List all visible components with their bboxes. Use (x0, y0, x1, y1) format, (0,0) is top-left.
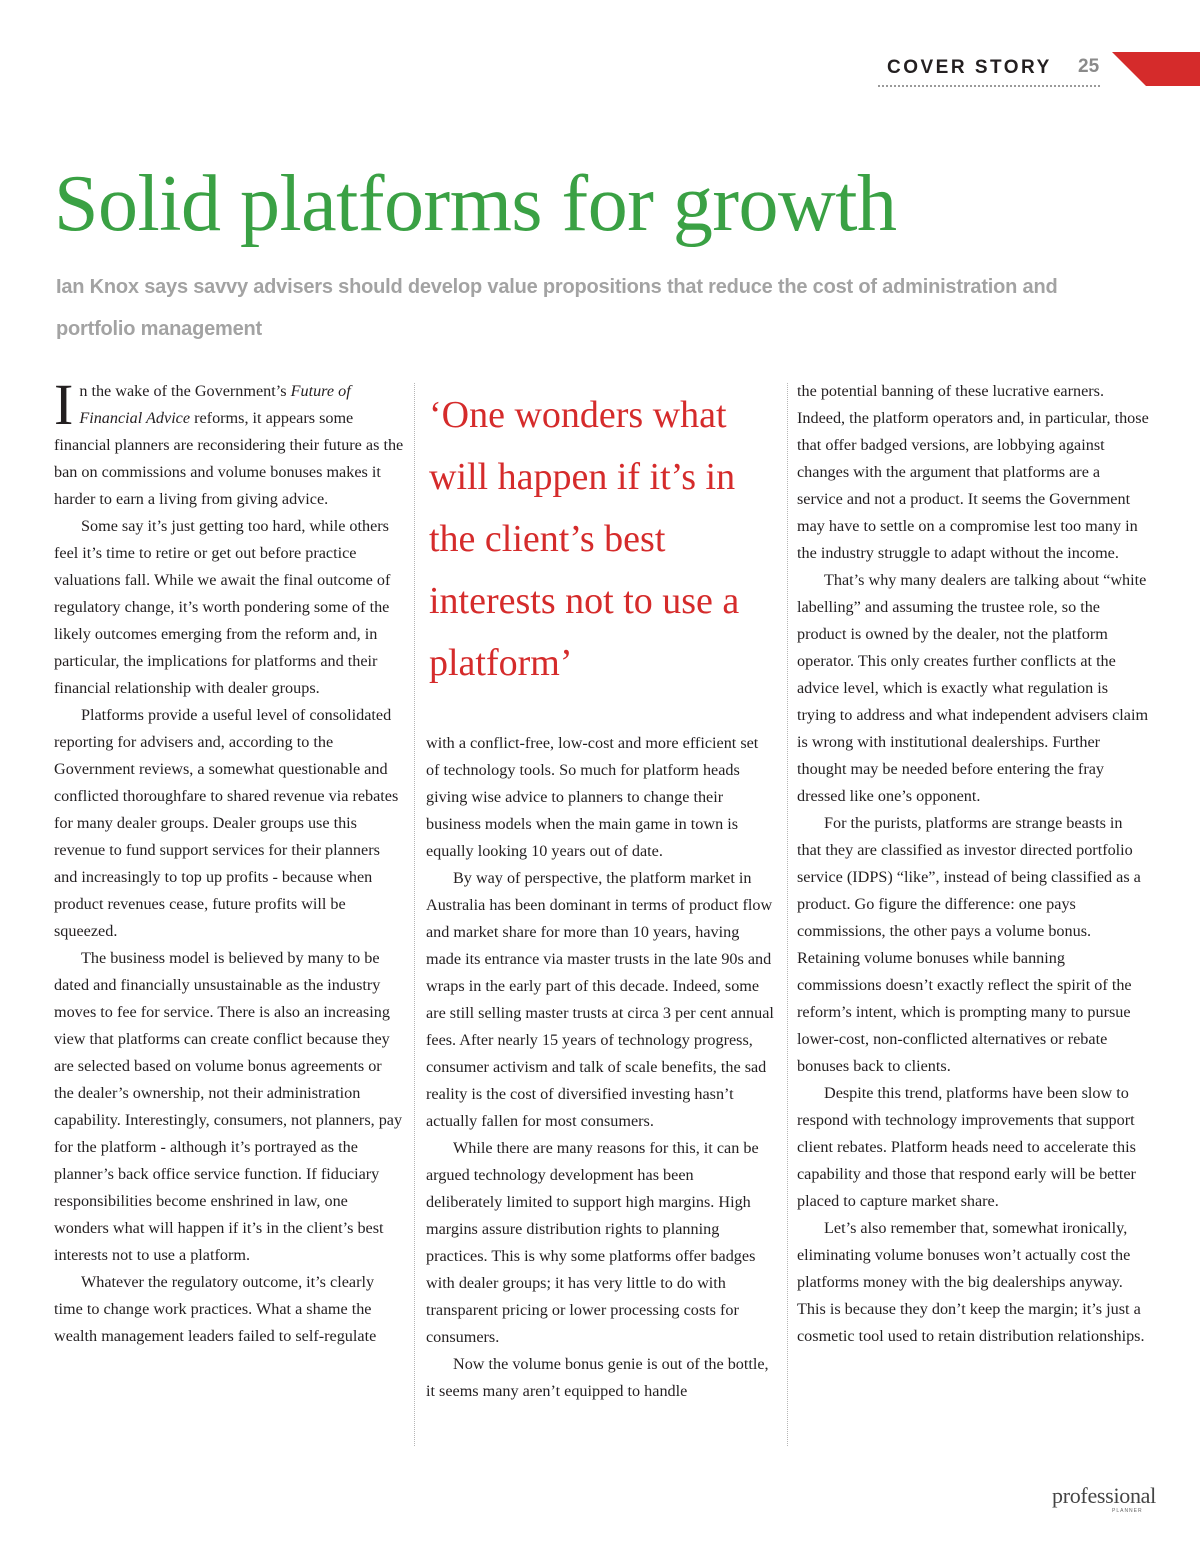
publication-title: Future of Financial Advice (79, 382, 351, 427)
paragraph: the potential banning of these lucrative earners. Indeed, the platform operators and, in particular, those that offer badged versions, are lobbying against changes with the argument that platforms are a service and not a product. It seems the Government may have to settle on a compromise lest too many in the industry struggle to adapt without the income. (797, 382, 1149, 562)
article-column-2 (426, 730, 774, 1405)
header-dotted-rule (878, 85, 1100, 87)
magazine-logo-subtext: PLANNER (1112, 1508, 1143, 1514)
paragraph: Whatever the regulatory outcome, it’s clearly time to change work practices. What a shame the wealth management leaders failed to self-regulate (54, 1273, 377, 1345)
magazine-logo: professional (1052, 1483, 1156, 1508)
drop-cap: I (54, 372, 74, 437)
article-standfirst: Ian Knox says savvy advisers should develop value propositions that reduce the cost of administration and portfolio management (56, 276, 1058, 340)
page-number: 25 (1078, 56, 1100, 77)
paragraph (54, 372, 404, 513)
column-divider-1 (414, 383, 415, 1446)
article-column-3 (797, 378, 1149, 1350)
column-divider-2 (787, 383, 788, 1446)
paragraph: The business model is believed by many to be dated and financially unsustainable as the industry moves to fee for service. There is also an increasing view that platforms can create conflict because they are selected based on volume bonus agreements or the dealer’s ownership, not their administration capability. Interestingly, consumers, not planners, pay for the platform - although it’s portrayed as the planner’s back office service function. If fiduciary responsibilities become enshrined in law, one wonders what will happen if it’s in the client’s best interests not to use a platform. (54, 949, 403, 1264)
paragraph: While there are many reasons for this, it can be argued technology development has been deliberately limited to support high margins. High margins assure distribution rights to planning practices. This is why some platforms offer badges with dealer groups; it has very little to do with transparent pricing or lower processing costs for consumers. (426, 1139, 759, 1346)
paragraph: Platforms provide a useful level of consolidated reporting for advisers and, according to the Government reviews, a somewhat questionable and conflicted thoroughfare to shared revenue via rebates for many dealer groups. Dealer groups use this revenue to fund support services for their planners and increasingly to top up profits - because when product revenues cease, future profits will be squeezed. (54, 706, 399, 940)
paragraph: Now the volume bonus genie is out of the bottle, it seems many aren’t equipped to handle (426, 1355, 769, 1400)
paragraph: That’s why many dealers are talking about “white labelling” and assuming the trustee role, so the product is owned by the dealer, not the platform operator. This only creates further conflicts at the advice level, which is exactly what regulation is trying to address and what independent advisers claim is wrong with institutional dealerships. Further thought may be needed before entering the fray dressed like one’s opponent. (797, 571, 1149, 805)
paragraph: Some say it’s just getting too hard, while others feel it’s time to retire or get out before practice valuations fall. While we await the final outcome of regulatory change, it’s worth pondering some of the likely outcomes emerging from the reform and, in particular, the implications for platforms and their financial relationship with dealer groups. (54, 517, 391, 697)
paragraph-text: reforms, it appears some financial planners are reconsidering their future as the ban on commissions and volume bonuses makes it harder to earn a living from giving advice. (54, 409, 404, 508)
section-label: COVER STORY (887, 57, 1052, 78)
paragraph-text: n the wake of the Government’s (79, 382, 291, 400)
article-column-1 (54, 372, 404, 1350)
paragraph: with a conflict-free, low-cost and more efficient set of technology tools. So much for platform heads giving wise advice to planners to change their business models when the main game in town is equally looking 10 years out of date. (426, 734, 759, 860)
paragraph: Let’s also remember that, somewhat ironically, eliminating volume bonuses won’t actually cost the platforms money with the big dealerships anyway. This is because they don’t keep the margin; it’s just a cosmetic tool used to retain distribution relationships. (797, 1219, 1145, 1345)
paragraph: Despite this trend, platforms have been slow to respond with technology improvements that support client rebates. Platform heads need to accelerate this capability and those that respond early will be better placed to capture market share. (797, 1084, 1136, 1210)
paragraph: For the purists, platforms are strange beasts in that they are classified as investor directed portfolio service (IDPS) “like”, instead of being classified as a product. Go figure the difference: one pays commissions, the other pays a volume bonus. Retaining volume bonuses while banning commissions doesn’t exactly reflect the spirit of the reform’s intent, which is prompting many to pursue lower-cost, non-conflicted alternatives or rebate bonuses back to clients. (797, 814, 1141, 1075)
paragraph: By way of perspective, the platform market in Australia has been dominant in terms of product flow and market share for more than 10 years, having made its entrance via master trusts in the late 90s and wraps in the early part of this decade. Indeed, some are still selling master trusts at circa 3 per cent annual fees. After nearly 15 years of technology progress, consumer activism and talk of scale benefits, the sad reality is the cost of diversified investing hasn’t actually fallen for most consumers. (426, 869, 774, 1130)
pull-quote: ‘One wonders what will happen if it’s in the client’s best interests not to use a platform’ (429, 394, 740, 684)
red-corner-tab (1090, 52, 1200, 86)
article-title: Solid platforms for growth (54, 160, 897, 248)
page-header (0, 0, 1200, 110)
